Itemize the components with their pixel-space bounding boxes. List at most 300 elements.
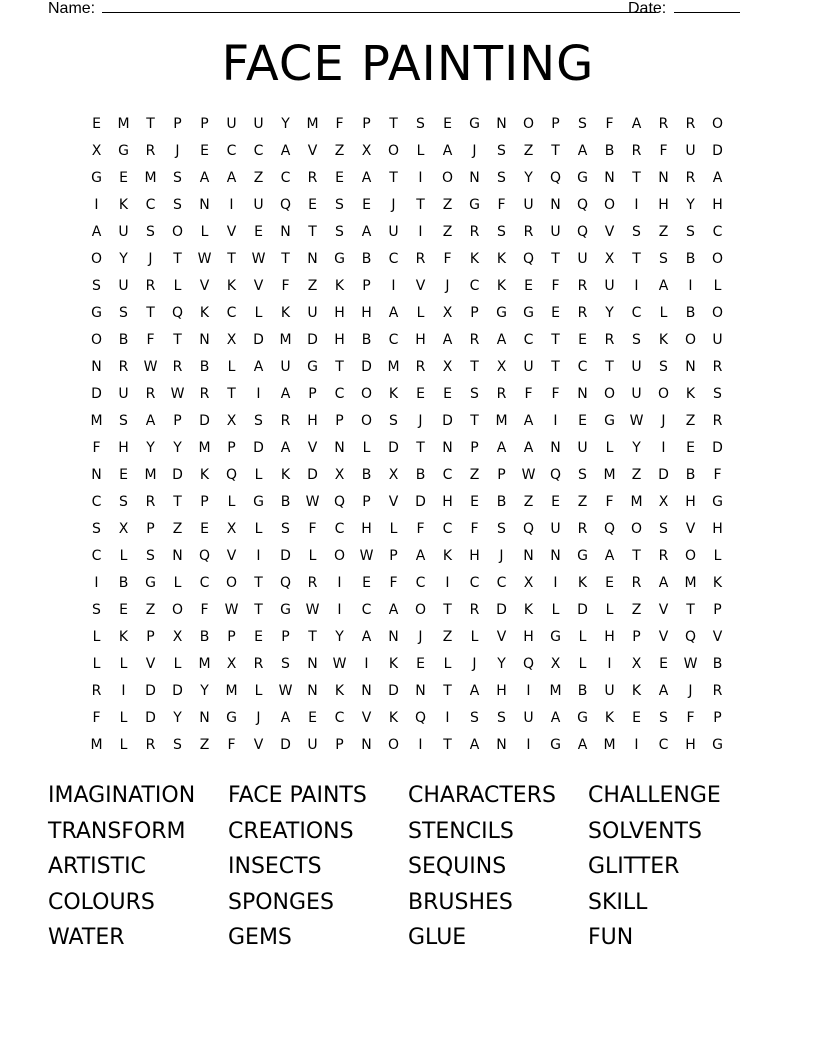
grid-letter: X [550, 656, 561, 672]
grid-letter: Q [225, 467, 238, 483]
grid-letter: T [443, 683, 452, 699]
grid-letter: S [497, 170, 506, 186]
grid-letter: X [658, 494, 669, 510]
grid-letter: R [658, 116, 669, 132]
grid-letter: B [685, 251, 696, 267]
grid-letter: P [173, 413, 182, 429]
grid-letter: A [496, 440, 507, 456]
grid-letter: L [362, 440, 371, 456]
grid-letter: K [118, 629, 129, 645]
grid-letter: O [360, 413, 373, 429]
grid-letter: V [253, 737, 264, 753]
grid-letter: R [469, 224, 480, 240]
grid-letter: Y [173, 710, 182, 726]
grid-letter: R [685, 170, 696, 186]
grid-letter: L [227, 359, 236, 375]
grid-letter: I [445, 575, 450, 591]
date-blank-line [674, 12, 740, 13]
grid-letter: T [605, 359, 614, 375]
grid-letter: S [470, 710, 479, 726]
grid-letter: R [145, 494, 156, 510]
grid-letter: E [470, 494, 479, 510]
grid-letter: H [334, 332, 345, 348]
grid-letter: A [199, 170, 210, 186]
grid-letter: P [632, 629, 641, 645]
grid-letter: H [307, 413, 318, 429]
grid-letter: S [146, 548, 155, 564]
grid-letter: X [226, 521, 237, 537]
grid-letter: R [415, 359, 426, 375]
grid-letter: F [470, 521, 479, 537]
grid-letter: B [577, 683, 588, 699]
grid-letter: V [199, 278, 210, 294]
grid-letter: I [526, 683, 531, 699]
grid-letter: G [307, 359, 318, 375]
grid-letter: U [307, 737, 318, 753]
name-label: Name: [48, 0, 96, 17]
grid-letter: L [254, 521, 263, 537]
grid-letter: T [281, 251, 290, 267]
grid-letter: B [199, 359, 210, 375]
grid-letter: N [496, 737, 507, 753]
grid-letter: T [173, 494, 182, 510]
grid-letter: H [604, 629, 615, 645]
grid-letter: P [200, 494, 209, 510]
grid-letter: H [496, 683, 507, 699]
grid-letter: O [414, 602, 427, 618]
grid-letter: L [551, 602, 560, 618]
grid-letter: R [523, 224, 534, 240]
grid-letter: U [685, 143, 696, 159]
grid-letter: T [389, 170, 398, 186]
grid-letter: P [389, 548, 398, 564]
grid-letter: Q [333, 494, 346, 510]
grid-letter: E [92, 116, 101, 132]
grid-letter: M [225, 683, 238, 699]
grid-letter: A [523, 440, 534, 456]
grid-letter: Q [576, 224, 589, 240]
grid-letter: V [253, 278, 264, 294]
grid-letter: N [577, 386, 588, 402]
grid-letter: N [307, 656, 318, 672]
grid-letter: K [118, 197, 129, 213]
grid-letter: L [254, 683, 263, 699]
grid-letter: N [199, 710, 210, 726]
grid-letter: N [334, 440, 345, 456]
grid-letter: C [523, 332, 534, 348]
grid-letter: D [199, 413, 210, 429]
grid-letter: D [712, 440, 723, 456]
grid-letter: P [362, 116, 371, 132]
grid-letter: H [361, 305, 372, 321]
grid-letter: H [442, 494, 453, 510]
grid-letter: I [607, 656, 612, 672]
grid-letter: B [496, 494, 507, 510]
grid-letter: G [469, 116, 480, 132]
grid-letter: V [658, 602, 669, 618]
grid-letter: V [658, 629, 669, 645]
grid-letter: K [388, 386, 399, 402]
grid-letter: G [577, 710, 588, 726]
grid-letter: P [713, 710, 722, 726]
grid-letter: J [472, 143, 477, 159]
grid-letter: Y [605, 305, 614, 321]
grid-letter: Z [577, 494, 588, 510]
word-list-item: FACE PAINTS [228, 783, 367, 808]
grid-letter: R [604, 332, 615, 348]
word-list-item: IMAGINATION [48, 783, 196, 808]
grid-letter: V [685, 521, 696, 537]
grid-letter: K [658, 332, 669, 348]
grid-letter: N [469, 170, 480, 186]
grid-letter: S [281, 521, 290, 537]
grid-letter: D [145, 710, 156, 726]
grid-letter: N [658, 170, 669, 186]
grid-letter: T [146, 116, 155, 132]
grid-letter: D [307, 332, 318, 348]
grid-letter: S [632, 332, 641, 348]
grid-letter: I [553, 575, 558, 591]
header [48, 0, 748, 20]
grid-letter: Q [279, 197, 292, 213]
grid-letter: X [361, 143, 372, 159]
grid-letter: D [415, 494, 426, 510]
grid-letter: A [145, 413, 156, 429]
grid-letter: Y [524, 170, 533, 186]
grid-letter: G [550, 737, 561, 753]
grid-letter: X [442, 305, 453, 321]
grid-letter: U [577, 440, 588, 456]
grid-letter: I [337, 602, 342, 618]
grid-letter: W [683, 656, 698, 672]
grid-letter: Z [631, 467, 642, 483]
grid-letter: Z [631, 602, 642, 618]
grid-letter: J [472, 656, 477, 672]
grid-letter: B [712, 656, 723, 672]
grid-letter: K [388, 656, 399, 672]
grid-letter: C [388, 251, 399, 267]
grid-letter: L [173, 575, 182, 591]
grid-letter: R [145, 278, 156, 294]
grid-letter: O [603, 197, 616, 213]
grid-letter: O [225, 575, 238, 591]
grid-letter: J [661, 413, 666, 429]
grid-letter: Z [307, 278, 318, 294]
grid-letter: K [199, 305, 210, 321]
grid-letter: I [256, 386, 261, 402]
grid-letter: C [415, 575, 426, 591]
grid-letter: C [577, 359, 588, 375]
word-list-item: ARTISTIC [48, 854, 146, 880]
grid-letter: P [551, 116, 560, 132]
grid-letter: U [280, 359, 291, 375]
grid-letter: F [524, 386, 533, 402]
grid-letter: C [361, 602, 372, 618]
grid-letter: O [333, 548, 346, 564]
grid-letter: N [361, 683, 372, 699]
grid-letter: R [577, 305, 588, 321]
grid-letter: Q [549, 467, 562, 483]
grid-letter: U [523, 359, 534, 375]
grid-letter: S [92, 602, 101, 618]
grid-letter: P [173, 116, 182, 132]
grid-letter: L [443, 656, 452, 672]
grid-letter: F [551, 386, 560, 402]
grid-letter: C [334, 521, 345, 537]
grid-letter: U [118, 278, 129, 294]
grid-letter: I [553, 413, 558, 429]
grid-letter: N [550, 197, 561, 213]
grid-letter: A [388, 602, 399, 618]
grid-letter: L [416, 305, 425, 321]
grid-letter: S [497, 224, 506, 240]
grid-letter: X [118, 521, 129, 537]
grid-letter: S [173, 737, 182, 753]
grid-letter: Y [335, 629, 344, 645]
grid-letter: K [334, 683, 345, 699]
grid-letter: O [171, 224, 184, 240]
grid-letter: U [118, 386, 129, 402]
grid-letter: H [361, 521, 372, 537]
grid-letter: S [659, 521, 668, 537]
grid-letter: B [361, 332, 372, 348]
grid-letter: W [332, 656, 347, 672]
grid-letter: P [308, 386, 317, 402]
grid-letter: W [521, 467, 536, 483]
grid-letter: S [713, 386, 722, 402]
grid-letter: L [227, 494, 236, 510]
grid-letter: H [712, 521, 723, 537]
grid-letter: A [280, 440, 291, 456]
grid-letter: S [659, 251, 668, 267]
grid-letter: I [418, 170, 423, 186]
grid-letter: X [388, 467, 399, 483]
grid-letter: M [117, 116, 130, 132]
grid-letter: D [361, 359, 372, 375]
grid-letter: B [118, 575, 129, 591]
grid-letter: V [388, 494, 399, 510]
grid-letter: Z [469, 467, 480, 483]
word-list-item: SOLVENTS [588, 818, 702, 844]
word-list-item: TRANSFORM [48, 818, 186, 844]
grid-letter: C [280, 170, 291, 186]
grid-letter: Y [173, 440, 182, 456]
grid-letter: N [91, 467, 102, 483]
grid-letter: H [685, 494, 696, 510]
grid-letter: M [144, 467, 157, 483]
grid-letter: Q [549, 170, 562, 186]
grid-letter: N [199, 197, 210, 213]
grid-letter: N [523, 548, 534, 564]
grid-letter: X [604, 251, 615, 267]
grid-letter: T [335, 359, 344, 375]
grid-letter: W [629, 413, 644, 429]
grid-letter: L [605, 440, 614, 456]
grid-letter: I [229, 197, 234, 213]
grid-letter: R [253, 656, 264, 672]
grid-letter: S [686, 224, 695, 240]
grid-letter: V [361, 710, 372, 726]
grid-letter: P [281, 629, 290, 645]
grid-letter: C [442, 521, 453, 537]
grid-letter: A [712, 170, 723, 186]
grid-letter: O [522, 116, 535, 132]
grid-letter: S [254, 413, 263, 429]
grid-letter: G [226, 710, 237, 726]
grid-letter: L [308, 548, 317, 564]
grid-letter: F [281, 278, 290, 294]
grid-letter: G [91, 170, 102, 186]
grid-letter: T [146, 305, 155, 321]
grid-letter: L [659, 305, 668, 321]
grid-letter: B [361, 251, 372, 267]
grid-letter: B [361, 467, 372, 483]
grid-letter: Z [442, 629, 453, 645]
grid-letter: T [173, 251, 182, 267]
grid-letter: L [119, 710, 128, 726]
grid-letter: A [226, 170, 237, 186]
grid-letter: R [145, 737, 156, 753]
grid-letter: G [334, 251, 345, 267]
grid-letter: I [337, 575, 342, 591]
grid-letter: M [549, 683, 562, 699]
grid-letter: U [577, 251, 588, 267]
grid-letter: U [712, 332, 723, 348]
grid-letter: H [334, 305, 345, 321]
word-list-item: GLITTER [588, 854, 680, 880]
grid-letter: X [226, 332, 237, 348]
grid-letter: J [418, 629, 423, 645]
grid-letter: T [551, 251, 560, 267]
grid-letter: T [551, 332, 560, 348]
grid-letter: W [224, 602, 239, 618]
grid-letter: S [470, 386, 479, 402]
grid-letter: P [146, 521, 155, 537]
grid-letter: V [226, 548, 237, 564]
grid-letter: Y [281, 116, 290, 132]
grid-letter: K [496, 278, 507, 294]
grid-letter: W [251, 251, 266, 267]
grid-letter: L [713, 548, 722, 564]
grid-letter: E [200, 143, 209, 159]
grid-letter: Y [686, 197, 695, 213]
grid-letter: Z [658, 224, 669, 240]
grid-letter: Z [334, 143, 345, 159]
grid-letter: A [361, 224, 372, 240]
grid-letter: M [603, 467, 616, 483]
word-list-item: STENCILS [408, 818, 514, 844]
word-list-item: CHARACTERS [408, 783, 556, 808]
grid-letter: K [280, 467, 291, 483]
date-label: Date: [628, 0, 667, 17]
grid-letter: O [711, 305, 724, 321]
grid-letter: A [658, 575, 669, 591]
grid-letter: M [495, 413, 508, 429]
grid-letter: A [361, 170, 372, 186]
grid-letter: U [523, 197, 534, 213]
grid-letter: M [684, 575, 697, 591]
grid-letter: P [335, 737, 344, 753]
grid-letter: S [389, 413, 398, 429]
grid-letter: P [200, 116, 209, 132]
grid-letter: E [443, 116, 452, 132]
grid-letter: S [119, 494, 128, 510]
word-list-item: BRUSHES [408, 889, 513, 915]
grid-letter: S [497, 521, 506, 537]
grid-letter: A [442, 143, 453, 159]
grid-letter: C [91, 494, 102, 510]
grid-letter: R [712, 683, 723, 699]
grid-letter: E [200, 521, 209, 537]
grid-letter: N [442, 440, 453, 456]
grid-letter: C [631, 305, 642, 321]
grid-letter: D [280, 737, 291, 753]
grid-letter: V [226, 224, 237, 240]
grid-letter: W [305, 494, 320, 510]
grid-letter: U [631, 359, 642, 375]
grid-letter: T [173, 332, 182, 348]
grid-letter: H [658, 197, 669, 213]
grid-letter: L [173, 278, 182, 294]
grid-letter: C [91, 548, 102, 564]
grid-letter: S [173, 170, 182, 186]
grid-letter: A [577, 737, 588, 753]
grid-letter: Y [119, 251, 128, 267]
grid-letter: F [335, 116, 344, 132]
grid-letter: Y [200, 683, 209, 699]
grid-letter: D [172, 683, 183, 699]
grid-letter: C [388, 332, 399, 348]
page-title: FACE PAINTING [221, 36, 595, 92]
grid-letter: K [280, 305, 291, 321]
grid-letter: Z [199, 737, 210, 753]
grid-letter: Z [253, 170, 264, 186]
grid-letter: I [634, 278, 639, 294]
grid-letter: K [631, 683, 642, 699]
grid-letter: M [198, 440, 211, 456]
grid-letter: T [470, 413, 479, 429]
grid-letter: F [659, 143, 668, 159]
grid-letter: A [523, 413, 534, 429]
grid-letter: P [227, 440, 236, 456]
grid-letter: A [91, 224, 102, 240]
grid-letter: L [389, 521, 398, 537]
grid-letter: C [469, 278, 480, 294]
grid-letter: R [712, 413, 723, 429]
grid-letter: Z [442, 224, 453, 240]
grid-letter: K [334, 278, 345, 294]
grid-letter: N [388, 629, 399, 645]
grid-letter: L [254, 467, 263, 483]
grid-letter: J [256, 710, 261, 726]
grid-letter: T [308, 629, 317, 645]
grid-letter: U [226, 116, 237, 132]
grid-letter: P [362, 494, 371, 510]
grid-letter: M [603, 737, 616, 753]
grid-letter: X [631, 656, 642, 672]
grid-letter: L [200, 224, 209, 240]
grid-letter: O [711, 251, 724, 267]
grid-letter: J [499, 548, 504, 564]
grid-letter: Q [603, 521, 616, 537]
grid-letter: I [634, 197, 639, 213]
grid-letter: I [445, 710, 450, 726]
grid-letter: A [253, 359, 264, 375]
grid-letter: D [442, 413, 453, 429]
grid-letter: R [118, 359, 129, 375]
grid-letter: N [361, 737, 372, 753]
grid-letter: C [334, 710, 345, 726]
